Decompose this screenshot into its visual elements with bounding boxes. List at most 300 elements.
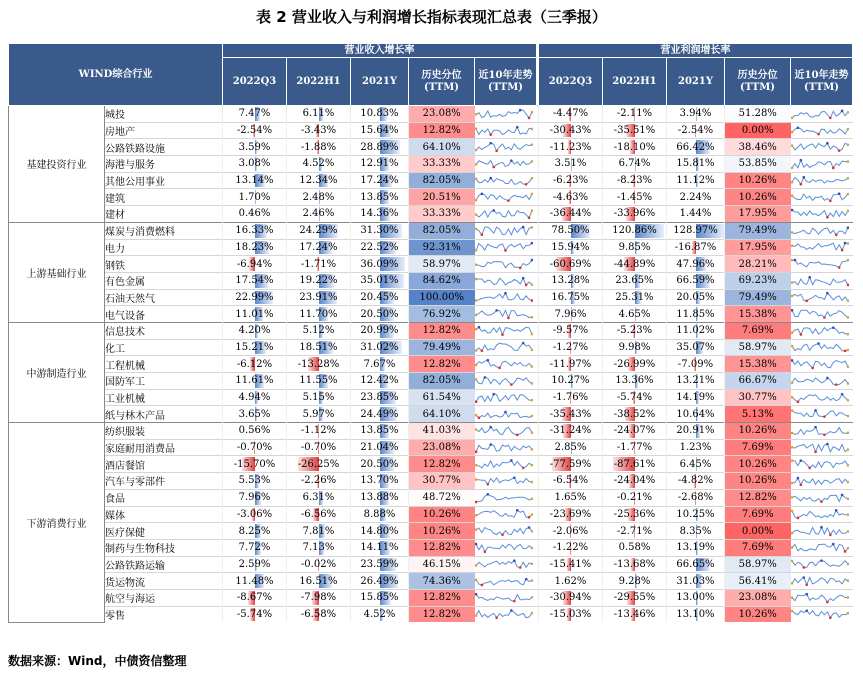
growth-value: -9.57%	[552, 325, 589, 337]
growth-value-cell	[223, 139, 287, 156]
growth-value: -35.43%	[549, 408, 592, 420]
growth-value: 1.44%	[679, 208, 712, 220]
percentile-value: 30.77%	[738, 392, 777, 404]
growth-value-cell	[603, 523, 667, 540]
percentile-value: 12.82%	[422, 608, 461, 620]
growth-value: 14.36%	[360, 208, 399, 220]
growth-value: 7.96%	[554, 308, 587, 320]
growth-value: 11.02%	[676, 325, 715, 337]
trend-sparkline-cell	[791, 423, 853, 440]
percentile-value: 69.23%	[738, 275, 777, 287]
percentile-value: 10.26%	[422, 525, 461, 537]
growth-value: 13.85%	[360, 425, 399, 437]
industry-name: 钢铁	[105, 256, 223, 273]
percentile-value: 10.26%	[738, 458, 777, 470]
growth-value-cell	[351, 406, 409, 423]
trend-sparkline-cell	[475, 473, 537, 490]
growth-value-cell	[603, 389, 667, 406]
percentile-cell	[725, 389, 791, 406]
growth-value-cell	[351, 256, 409, 273]
table-row	[9, 322, 853, 339]
growth-value: 2.85%	[554, 442, 587, 454]
percentile-value: 51.28%	[738, 108, 777, 120]
growth-value-cell	[223, 389, 287, 406]
table-row	[9, 106, 853, 123]
sparkline	[791, 274, 849, 288]
trend-sparkline-cell	[475, 106, 537, 123]
growth-value-cell	[667, 156, 725, 173]
growth-value-cell	[351, 289, 409, 306]
growth-value: 1.23%	[679, 442, 712, 454]
trend-sparkline-cell	[791, 389, 853, 406]
growth-value-cell	[667, 539, 725, 556]
growth-value: -11.97%	[549, 358, 592, 370]
growth-value: 9.85%	[618, 241, 651, 253]
growth-value: 14.11%	[360, 542, 399, 554]
growth-value-cell	[351, 489, 409, 506]
sector-label: 上游基础行业	[9, 222, 105, 322]
growth-value-cell	[603, 106, 667, 123]
growth-value-cell	[287, 539, 351, 556]
growth-value-cell	[539, 589, 603, 606]
growth-value-cell	[351, 222, 409, 239]
growth-value: 24.49%	[360, 408, 399, 420]
growth-value-cell	[351, 456, 409, 473]
growth-value: 0.58%	[618, 542, 651, 554]
growth-value: 17.24%	[360, 175, 399, 187]
percentile-cell	[725, 506, 791, 523]
growth-value-cell	[287, 523, 351, 540]
percentile-value: 56.41%	[738, 575, 777, 587]
percentile-value: 38.46%	[738, 141, 777, 153]
growth-value: -29.55%	[613, 592, 656, 604]
sparkline	[791, 257, 849, 271]
percentile-value: 12.82%	[422, 458, 461, 470]
growth-value: 47.96%	[676, 258, 715, 270]
growth-value: -31.24%	[549, 425, 592, 437]
trend-sparkline-cell	[791, 189, 853, 206]
growth-value: 66.65%	[676, 558, 715, 570]
growth-value: 7.47%	[238, 108, 271, 120]
growth-value: 8.25%	[238, 525, 271, 537]
growth-value: 20.45%	[360, 291, 399, 303]
trend-sparkline-cell	[475, 356, 537, 373]
growth-value: -1.12%	[300, 425, 337, 437]
growth-value: 5.15%	[302, 392, 335, 404]
growth-value: 18.23%	[235, 241, 274, 253]
sparkline	[791, 157, 849, 171]
percentile-value: 12.82%	[422, 325, 461, 337]
growth-value: 0.56%	[238, 425, 271, 437]
industry-name: 信息技术	[105, 322, 223, 339]
growth-value: -2.71%	[616, 525, 653, 537]
growth-value-cell	[603, 172, 667, 189]
trend-sparkline-cell	[791, 239, 853, 256]
growth-value-cell	[351, 589, 409, 606]
growth-value: -5.74%	[236, 608, 273, 620]
growth-value: 2.59%	[238, 558, 271, 570]
growth-value-cell	[603, 373, 667, 390]
growth-value-cell	[667, 139, 725, 156]
trend-sparkline-cell	[791, 339, 853, 356]
sector-label: 下游消费行业	[9, 423, 105, 623]
growth-value-cell	[603, 606, 667, 622]
growth-value: -1.22%	[552, 542, 589, 554]
growth-value: 28.89%	[360, 141, 399, 153]
growth-value: -5.74%	[616, 392, 653, 404]
growth-value: 22.52%	[360, 241, 399, 253]
trend-sparkline-cell	[791, 156, 853, 173]
growth-value: 12.91%	[360, 158, 399, 170]
percentile-cell	[725, 239, 791, 256]
table-row	[9, 439, 853, 456]
sparkline	[475, 524, 533, 538]
sparkline	[791, 574, 849, 588]
revenue-col-header: 2022Q3	[223, 58, 287, 106]
sparkline	[791, 374, 849, 388]
growth-value-cell	[287, 406, 351, 423]
growth-value-cell	[351, 473, 409, 490]
growth-value: 0.46%	[238, 208, 271, 220]
percentile-cell	[409, 339, 475, 356]
growth-value-cell	[351, 172, 409, 189]
industry-name: 城投	[105, 106, 223, 123]
growth-value-cell	[287, 156, 351, 173]
growth-value: -1.88%	[300, 141, 337, 153]
trend-sparkline-cell	[475, 606, 537, 622]
growth-value-cell	[351, 539, 409, 556]
percentile-value: 15.38%	[738, 308, 777, 320]
percentile-cell	[409, 306, 475, 323]
trend-sparkline-cell	[475, 556, 537, 573]
sparkline	[475, 190, 533, 204]
growth-value: -6.23%	[552, 175, 589, 187]
sparkline	[475, 257, 533, 271]
growth-value: -87.61%	[613, 458, 656, 470]
growth-value: 78.50%	[551, 225, 590, 237]
industry-name: 房地产	[105, 122, 223, 139]
percentile-cell	[409, 256, 475, 273]
sparkline	[791, 224, 849, 238]
growth-value: 20.50%	[360, 308, 399, 320]
growth-value-cell	[223, 473, 287, 490]
trend-sparkline-cell	[475, 289, 537, 306]
table-row	[9, 473, 853, 490]
growth-value-cell	[287, 172, 351, 189]
growth-value: -6.12%	[236, 358, 273, 370]
table-row	[9, 339, 853, 356]
industry-name: 海港与服务	[105, 156, 223, 173]
percentile-value: 84.62%	[422, 275, 461, 287]
table-row	[9, 373, 853, 390]
sparkline	[475, 274, 533, 288]
sparkline	[791, 591, 849, 605]
growth-value-cell	[539, 272, 603, 289]
table-row	[9, 156, 853, 173]
growth-value: 10.64%	[676, 408, 715, 420]
growth-value: 3.94%	[679, 108, 712, 120]
sparkline	[791, 324, 849, 338]
sparkline	[475, 607, 533, 621]
trend-sparkline-cell	[791, 589, 853, 606]
growth-value: -6.58%	[300, 608, 337, 620]
percentile-cell	[725, 339, 791, 356]
sparkline	[475, 207, 533, 221]
sparkline	[791, 507, 849, 521]
industry-name: 建材	[105, 206, 223, 223]
growth-value-cell	[287, 489, 351, 506]
growth-value-cell	[351, 506, 409, 523]
profit-col-header: 2021Y	[667, 58, 725, 106]
growth-value: -33.96%	[613, 208, 656, 220]
growth-value-cell	[223, 156, 287, 173]
growth-value-cell	[667, 172, 725, 189]
sparkline	[791, 474, 849, 488]
industry-name: 有色金属	[105, 272, 223, 289]
growth-value: 16.33%	[235, 225, 274, 237]
trend-sparkline-cell	[791, 606, 853, 622]
growth-value: 11.70%	[299, 308, 338, 320]
trend-sparkline-cell	[475, 373, 537, 390]
sparkline	[475, 307, 533, 321]
growth-value: -24.04%	[613, 475, 656, 487]
growth-value-cell	[223, 539, 287, 556]
growth-value: 23.65%	[615, 275, 654, 287]
growth-value-cell	[539, 556, 603, 573]
growth-value: -2.54%	[677, 125, 714, 137]
industry-name: 电力	[105, 239, 223, 256]
growth-value: 15.21%	[235, 341, 274, 353]
growth-value: -13.46%	[613, 608, 656, 620]
table-row	[9, 406, 853, 423]
growth-value: 3.08%	[238, 158, 271, 170]
growth-value: 7.72%	[238, 542, 271, 554]
percentile-value: 23.08%	[422, 442, 461, 454]
growth-value: 13.19%	[676, 542, 715, 554]
percentile-cell	[725, 256, 791, 273]
table-row	[9, 573, 853, 590]
trend-sparkline-cell	[791, 439, 853, 456]
growth-value: 20.91%	[676, 425, 715, 437]
growth-value: 20.05%	[676, 291, 715, 303]
growth-value-cell	[603, 506, 667, 523]
growth-value: 8.88%	[363, 508, 396, 520]
growth-value-cell	[287, 122, 351, 139]
growth-value-cell	[539, 189, 603, 206]
growth-value: 19.22%	[299, 275, 338, 287]
growth-value: -0.70%	[300, 442, 337, 454]
growth-value: -6.56%	[300, 508, 337, 520]
percentile-cell	[725, 206, 791, 223]
growth-value-cell	[223, 523, 287, 540]
percentile-cell	[725, 272, 791, 289]
growth-value: -2.06%	[552, 525, 589, 537]
sparkline	[475, 374, 533, 388]
growth-value-cell	[667, 339, 725, 356]
growth-value-cell	[539, 289, 603, 306]
table-row	[9, 506, 853, 523]
growth-value: -15.41%	[549, 558, 592, 570]
growth-value: -36.44%	[549, 208, 592, 220]
growth-value-cell	[223, 222, 287, 239]
industry-name: 纺织服装	[105, 423, 223, 440]
trend-sparkline-cell	[475, 523, 537, 540]
sparkline	[791, 124, 849, 138]
growth-value-cell	[223, 189, 287, 206]
growth-value-cell	[603, 289, 667, 306]
industry-name: 国防军工	[105, 373, 223, 390]
growth-value: -4.47%	[552, 108, 589, 120]
growth-value-cell	[603, 423, 667, 440]
growth-value-cell	[603, 322, 667, 339]
sparkline	[475, 224, 533, 238]
percentile-cell	[725, 322, 791, 339]
percentile-cell	[409, 556, 475, 573]
percentile-value: 7.69%	[741, 542, 774, 554]
growth-value-cell	[667, 573, 725, 590]
sector-label: 基建投资行业	[9, 106, 105, 223]
growth-value: 7.13%	[302, 542, 335, 554]
trend-sparkline-cell	[791, 556, 853, 573]
growth-value: 23.59%	[360, 558, 399, 570]
growth-value: 14.80%	[360, 525, 399, 537]
growth-value-cell	[603, 306, 667, 323]
industry-name: 食品	[105, 489, 223, 506]
sparkline	[791, 207, 849, 221]
growth-value: 16.75%	[551, 291, 590, 303]
growth-value-cell	[667, 306, 725, 323]
growth-value: -30.43%	[549, 125, 592, 137]
percentile-value: 7.69%	[741, 442, 774, 454]
sparkline	[475, 391, 533, 405]
growth-value-cell	[667, 272, 725, 289]
sparkline	[475, 457, 533, 471]
growth-value-cell	[287, 473, 351, 490]
trend-sparkline-cell	[475, 122, 537, 139]
growth-value-cell	[351, 339, 409, 356]
percentile-value: 28.21%	[738, 258, 777, 270]
industry-name: 零售	[105, 606, 223, 622]
growth-value: 5.97%	[302, 408, 335, 420]
sparkline	[791, 340, 849, 354]
growth-value: 7.67%	[363, 358, 396, 370]
percentile-cell	[725, 606, 791, 622]
growth-value-cell	[667, 389, 725, 406]
percentile-cell	[409, 289, 475, 306]
growth-value: -7.09%	[677, 358, 714, 370]
growth-value: 13.36%	[615, 375, 654, 387]
sparkline	[475, 324, 533, 338]
growth-value-cell	[223, 423, 287, 440]
growth-value-cell	[667, 289, 725, 306]
growth-value: 13.88%	[360, 492, 399, 504]
industry-name: 煤炭与消费燃料	[105, 222, 223, 239]
growth-value-cell	[539, 156, 603, 173]
growth-value: 26.49%	[360, 575, 399, 587]
growth-value: 66.42%	[676, 141, 715, 153]
table-row	[9, 606, 853, 622]
growth-value-cell	[287, 189, 351, 206]
percentile-cell	[409, 423, 475, 440]
growth-value: 4.65%	[618, 308, 651, 320]
growth-value-cell	[539, 473, 603, 490]
industry-name: 医疗保健	[105, 523, 223, 540]
table-row	[9, 389, 853, 406]
industry-name: 电气设备	[105, 306, 223, 323]
table-title: 表 2 营业收入与利润增长指标表现汇总表（三季报）	[256, 8, 607, 26]
sparkline	[475, 174, 533, 188]
sparkline	[791, 307, 849, 321]
percentile-cell	[409, 506, 475, 523]
percentile-value: 66.67%	[738, 375, 777, 387]
percentile-value: 82.05%	[422, 175, 461, 187]
growth-value: 20.99%	[360, 325, 399, 337]
growth-value: 35.01%	[360, 275, 399, 287]
growth-value: -77.59%	[549, 458, 592, 470]
growth-value: 13.21%	[676, 375, 715, 387]
growth-value-cell	[603, 122, 667, 139]
growth-value-cell	[287, 139, 351, 156]
percentile-cell	[725, 423, 791, 440]
growth-value: 66.59%	[676, 275, 715, 287]
growth-value: 25.31%	[615, 291, 654, 303]
growth-value-cell	[667, 373, 725, 390]
table-row	[9, 239, 853, 256]
percentile-cell	[409, 589, 475, 606]
growth-value: 20.50%	[360, 458, 399, 470]
percentile-value: 12.82%	[422, 125, 461, 137]
growth-value: -2.11%	[616, 108, 653, 120]
growth-value-cell	[539, 356, 603, 373]
growth-value-cell	[667, 406, 725, 423]
percentile-cell	[725, 306, 791, 323]
growth-value: -4.63%	[552, 191, 589, 203]
growth-value: 13.28%	[551, 275, 590, 287]
percentile-value: 10.26%	[422, 508, 461, 520]
table-row	[9, 189, 853, 206]
growth-value: -5.23%	[616, 325, 653, 337]
percentile-cell	[409, 456, 475, 473]
growth-value-cell	[539, 306, 603, 323]
profit-col-header: 2022H1	[603, 58, 667, 106]
trend-sparkline-cell	[475, 272, 537, 289]
percentile-value: 10.26%	[738, 475, 777, 487]
revenue-col-header: 历史分位(TTM)	[409, 58, 475, 106]
trend-sparkline-cell	[475, 456, 537, 473]
trend-sparkline-cell	[475, 156, 537, 173]
percentile-cell	[725, 489, 791, 506]
growth-value: 11.55%	[299, 375, 338, 387]
profit-col-header: 历史分位(TTM)	[725, 58, 791, 106]
growth-value-cell	[603, 222, 667, 239]
trend-sparkline-cell	[475, 189, 537, 206]
growth-value-cell	[223, 239, 287, 256]
growth-value-cell	[351, 322, 409, 339]
trend-sparkline-cell	[791, 406, 853, 423]
trend-sparkline-cell	[791, 489, 853, 506]
growth-value-cell	[667, 206, 725, 223]
percentile-value: 17.95%	[738, 208, 777, 220]
table-row	[9, 523, 853, 540]
growth-value: 128.97%	[673, 225, 718, 237]
trend-sparkline-cell	[475, 539, 537, 556]
growth-value-cell	[667, 439, 725, 456]
percentile-value: 10.26%	[738, 608, 777, 620]
percentile-cell	[725, 373, 791, 390]
growth-value: -11.23%	[549, 141, 592, 153]
percentile-cell	[409, 189, 475, 206]
table-row	[9, 256, 853, 273]
